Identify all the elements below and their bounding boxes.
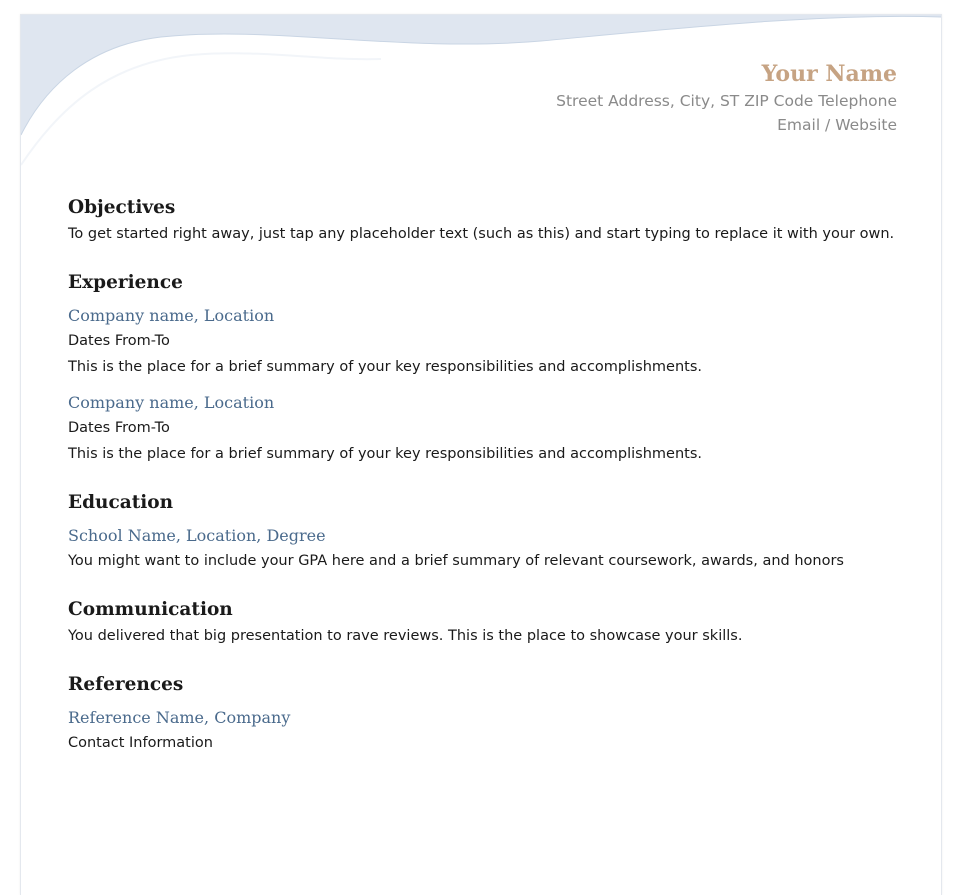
section-education (68, 490, 898, 575)
education-text[interactable]: You might want to include your GPA here and a brief summary of relevant coursework, awards, and honors (68, 553, 844, 569)
section-objectives (68, 195, 898, 248)
reference-contact[interactable]: Contact Information (68, 735, 213, 751)
section-communication (68, 597, 898, 650)
resume-body (68, 195, 898, 779)
contact-address[interactable]: Street Address, City, ST ZIP Code Telephone (556, 92, 897, 110)
experience-entry (68, 304, 898, 381)
section-experience (68, 270, 898, 468)
reference-entry (68, 706, 898, 757)
experience-entry (68, 391, 898, 468)
section-title-communication[interactable]: Communication (68, 599, 233, 620)
section-title-education[interactable]: Education (68, 492, 174, 513)
employment-dates[interactable]: Dates From-To (68, 333, 170, 349)
resume-header (556, 59, 897, 137)
section-title-experience[interactable]: Experience (68, 272, 183, 293)
resume-name[interactable]: Your Name (761, 61, 897, 87)
employment-dates[interactable]: Dates From-To (68, 420, 170, 436)
section-title-references[interactable]: References (68, 674, 184, 695)
resume-page (20, 14, 942, 895)
section-title-objectives[interactable]: Objectives (68, 197, 176, 218)
school-name[interactable]: School Name, Location, Degree (68, 526, 326, 545)
communication-text[interactable]: You delivered that big presentation to rave reviews. This is the place to showcase your skills. (68, 628, 743, 644)
contact-email-website[interactable]: Email / Website (777, 116, 897, 134)
education-entry (68, 524, 898, 575)
company-name[interactable]: Company name, Location (68, 393, 275, 412)
reference-name[interactable]: Reference Name, Company (68, 708, 291, 727)
job-summary[interactable]: This is the place for a brief summary of your key responsibilities and accomplishments. (68, 359, 703, 375)
company-name[interactable]: Company name, Location (68, 306, 275, 325)
job-summary[interactable]: This is the place for a brief summary of your key responsibilities and accomplishments. (68, 446, 703, 462)
section-references (68, 672, 898, 757)
objectives-text[interactable]: To get started right away, just tap any placeholder text (such as this) and start typing to replace it with your own. (68, 226, 895, 242)
